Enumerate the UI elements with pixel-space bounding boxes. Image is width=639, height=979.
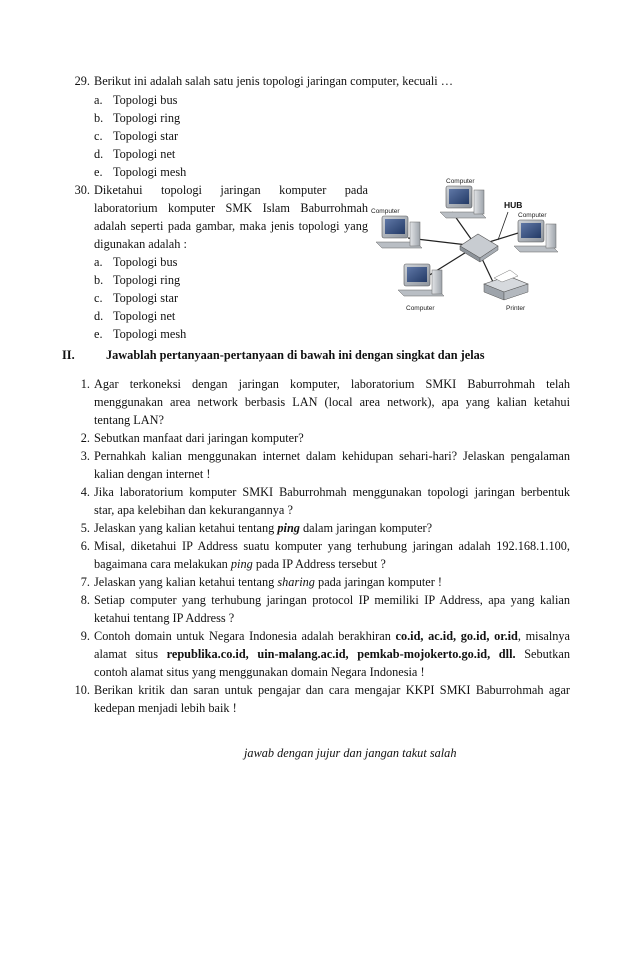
essay-q7-number: 7.	[80, 575, 90, 589]
essay-q3-line: kalian dengan internet !	[94, 467, 211, 481]
essay-q4-line: star, apa kelebihan dan kekurangannya ?	[94, 503, 293, 517]
q30-option-letter: b.	[94, 273, 104, 287]
q29-option-letter: e.	[94, 165, 103, 179]
q30-option-text: Topologi net	[113, 309, 176, 323]
q30-text-line: digunakan adalah :	[94, 237, 187, 251]
essay-q9-line	[94, 627, 570, 645]
q30-option-text: Topologi ring	[113, 273, 181, 287]
essay-q8-line: ketahui tentang IP Address ?	[94, 611, 235, 625]
essay-q10-number: 10.	[74, 683, 90, 697]
computer-label: Computer	[406, 305, 435, 312]
q30-option-text: Topologi bus	[113, 255, 178, 269]
computer-label: Computer	[518, 212, 547, 219]
essay-q1-line: menggunakan area network berbasis LAN (local area network), apa yang kalian ketahui	[94, 395, 570, 409]
q30-text-line: adalah seperti pada gambar, maka jenis topologi yang	[94, 219, 368, 233]
q29-option-letter: b.	[94, 111, 104, 125]
closing-note: jawab dengan jujur dan jangan takut salah	[244, 746, 457, 760]
essay-q10-line: kedepan menjadi lebih baik !	[94, 701, 237, 715]
essay-q1-line: Agar terkoneksi dengan jaringan komputer, laboratorium SMKI Baburrohmah telah	[94, 377, 570, 391]
computer-icon	[376, 216, 422, 248]
q29-option-text: Topologi mesh	[113, 165, 187, 179]
section-title: Jawablah pertanyaan-pertanyaan di bawah ini dengan singkat dan jelas	[106, 348, 485, 362]
essay-q5-line	[94, 519, 432, 537]
essay-q2-line: Sebutkan manfaat dari jaringan komputer?	[94, 431, 304, 445]
hub-label: HUB	[504, 200, 523, 210]
q29-option-letter: d.	[94, 147, 104, 161]
q29-option-text: Topologi net	[113, 147, 176, 161]
q30-option-letter: d.	[94, 309, 104, 323]
printer-label: Printer	[506, 305, 526, 312]
essay-q5-text: Jelaskan yang kalian ketahui tentang	[94, 521, 278, 535]
q29-option-letter: c.	[94, 129, 103, 143]
star-topology-diagram	[368, 172, 578, 320]
essay-q7-text: pada jaringan komputer !	[314, 575, 442, 589]
q29-option-letter: a.	[94, 93, 103, 107]
essay-q8-number: 8.	[80, 593, 90, 607]
essay-q3-number: 3.	[80, 449, 90, 463]
essay-q7-line	[94, 573, 442, 591]
essay-q10-line: Berikan kritik dan saran untuk pengajar dan cara mengajar KKPI SMKI Baburrohmah agar	[94, 683, 570, 697]
computer-label: Computer	[371, 208, 400, 215]
q30-number: 30.	[74, 183, 90, 197]
essay-q7-text: Jelaskan yang kalian ketahui tentang	[94, 575, 278, 589]
essay-q1-line: tentang LAN?	[94, 413, 164, 427]
essay-q5-number: 5.	[80, 521, 90, 535]
q30-option-text: Topologi star	[113, 291, 179, 305]
hub-icon	[460, 234, 498, 262]
essay-q9-text: Sebutkan	[515, 647, 570, 661]
q30-text-line: Diketahui topologi jaringan komputer pada	[94, 183, 368, 197]
essay-q6-number: 6.	[80, 539, 90, 553]
q30-option-letter: e.	[94, 327, 103, 341]
computer-icon	[398, 264, 444, 296]
essay-q5-term: ping	[277, 521, 300, 535]
essay-q9-line	[94, 645, 570, 663]
essay-q6-term: ping	[230, 557, 253, 571]
essay-q8-line: Setiap computer yang terhubung jaringan protocol IP memiliki IP Address, apa yang kalian	[94, 593, 570, 607]
essay-q9-sites: republika.co.id, uin-malang.ac.id, pemkab-mojokerto.go.id, dll.	[166, 647, 516, 661]
essay-q1-number: 1.	[80, 377, 90, 391]
hub-pointer	[498, 212, 508, 240]
essay-q6-text: pada IP Address tersebut ?	[252, 557, 386, 571]
q30-option-text: Topologi mesh	[113, 327, 187, 341]
essay-q6-text: bagaimana cara melakukan	[94, 557, 231, 571]
essay-q9-number: 9.	[80, 629, 90, 643]
essay-q4-line: Jika laboratorium komputer SMKI Baburrohmah menggunakan topologi jaringan berbentuk	[94, 485, 570, 499]
essay-q9-text: Contoh domain untuk Negara Indonesia adalah berakhiran	[94, 629, 396, 643]
essay-q9-domains: co.id, ac.id, go.id, or.id	[395, 629, 518, 643]
essay-q9-line: contoh alamat situs yang menggunakan domain Negara Indonesia !	[94, 665, 425, 679]
computer-label: Computer	[446, 178, 475, 185]
essay-q9-text: , misalnya	[517, 629, 571, 643]
q29-text: Berikut ini adalah salah satu jenis topologi jaringan computer, kecuali …	[94, 74, 454, 88]
q30-text-line: laboratorium komputer SMK Islam Baburrohmah	[94, 201, 368, 215]
essay-q6-line	[94, 555, 386, 573]
essay-q7-term: sharing	[277, 575, 315, 589]
q29-option-text: Topologi ring	[113, 111, 181, 125]
q29-option-text: Topologi bus	[113, 93, 178, 107]
q29-option-text: Topologi star	[113, 129, 179, 143]
section-numeral: II.	[62, 348, 75, 362]
essay-q4-number: 4.	[80, 485, 90, 499]
q30-option-letter: c.	[94, 291, 103, 305]
essay-q2-number: 2.	[80, 431, 90, 445]
printer-icon	[484, 270, 528, 300]
computer-icon	[514, 220, 558, 252]
q30-option-letter: a.	[94, 255, 103, 269]
essay-q5-text: dalam jaringan komputer?	[299, 521, 433, 535]
q29-number: 29.	[74, 74, 90, 88]
essay-q6-line: Misal, diketahui IP Address suatu komputer yang terhubung jaringan adalah 192.168.1.100,	[94, 539, 570, 553]
essay-q3-line: Pernahkah kalian menggunakan internet dalam kehidupan sehari-hari? Jelaskan pengalaman	[94, 449, 570, 463]
computer-icon	[440, 186, 486, 218]
essay-q9-text: alamat situs	[94, 647, 167, 661]
